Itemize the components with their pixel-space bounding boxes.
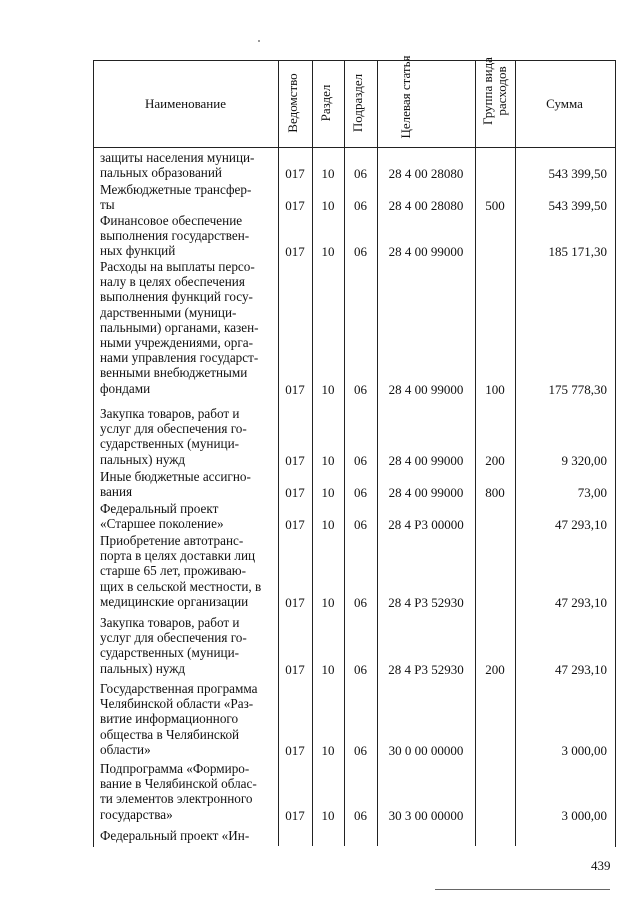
row-name-line: Финансовое обеспечение bbox=[100, 213, 243, 228]
row-name-line: ты bbox=[100, 197, 115, 213]
row-department: 017 bbox=[285, 381, 305, 397]
row-target-article: 28 4 00 99000 bbox=[388, 485, 464, 501]
row-name-line: налу в целях обеспечения bbox=[100, 274, 245, 290]
row-department: 017 bbox=[285, 166, 305, 182]
row-section: 10 bbox=[321, 517, 335, 533]
row-amount: 47 293,10 bbox=[555, 594, 607, 610]
row-amount: 175 778,30 bbox=[548, 381, 607, 397]
row-target-article: 28 4 00 28080 bbox=[388, 198, 464, 214]
row-name-line: Расходы на выплаты персо- bbox=[100, 259, 255, 274]
row-name-line: защиты населения муници- bbox=[100, 150, 255, 165]
row-section: 10 bbox=[321, 381, 335, 397]
row-target-article: 30 0 00 00000 bbox=[388, 742, 464, 758]
row-name-line: Государственная программа bbox=[100, 681, 258, 696]
row-name-line: вание в Челябинской облас- bbox=[100, 776, 257, 792]
row-name-line: выполнения функций госу- bbox=[100, 289, 253, 305]
row-name-line: Иные бюджетные ассигно- bbox=[100, 469, 251, 484]
row-subsection: 06 bbox=[354, 517, 367, 533]
row-subsection: 06 bbox=[354, 166, 367, 182]
header-department: Ведомство bbox=[285, 73, 300, 133]
row-subsection: 06 bbox=[354, 742, 367, 758]
row-subsection: 06 bbox=[354, 661, 367, 677]
row-section: 10 bbox=[321, 485, 335, 501]
header-bottom-rule bbox=[93, 147, 615, 148]
row-amount: 9 320,00 bbox=[561, 452, 607, 468]
row-name bbox=[100, 406, 275, 467]
row-department: 017 bbox=[285, 244, 305, 260]
header-target-article: Целевая статья bbox=[398, 55, 413, 139]
row-department: 017 bbox=[285, 594, 305, 610]
row-department: 017 bbox=[285, 517, 305, 533]
row-name-line: области» bbox=[100, 741, 151, 757]
page-number: 439 bbox=[591, 858, 611, 873]
row-subsection: 06 bbox=[354, 381, 367, 397]
row-amount: 73,00 bbox=[577, 485, 607, 501]
row-target-article: 28 4 00 99000 bbox=[388, 381, 464, 397]
row-expense-group: 800 bbox=[485, 485, 505, 501]
row-target-article: 28 4 00 99000 bbox=[388, 244, 464, 260]
row-target-article: 30 3 00 00000 bbox=[388, 807, 464, 823]
row-department: 017 bbox=[285, 452, 305, 468]
row-name-line: сударственных (муници- bbox=[100, 436, 240, 452]
row-name-line: пальных) нужд bbox=[100, 451, 186, 467]
row-amount: 47 293,10 bbox=[555, 661, 607, 677]
header-expense-group: Группа вида расходов bbox=[480, 57, 509, 125]
row-name-line: Подпрограмма «Формиро- bbox=[100, 761, 250, 776]
row-amount: 47 293,10 bbox=[555, 517, 607, 533]
row-name bbox=[100, 469, 275, 499]
row-amount: 3 000,00 bbox=[561, 742, 607, 758]
row-target-article: 28 4 P3 52930 bbox=[388, 661, 464, 677]
row-subsection: 06 bbox=[354, 807, 367, 823]
row-department: 017 bbox=[285, 198, 305, 214]
row-name-line: Федеральный проект «Ин- bbox=[100, 828, 250, 843]
row-name-line: ных функций bbox=[100, 243, 176, 259]
row-target-article: 28 4 00 28080 bbox=[388, 166, 464, 182]
row-name-line: услуг для обеспечения го- bbox=[100, 630, 247, 646]
row-name-line: пальных образований bbox=[100, 165, 222, 181]
row-name-line: венными внебюджетными bbox=[100, 365, 248, 381]
row-name-line: услуг для обеспечения го- bbox=[100, 421, 247, 437]
row-subsection: 06 bbox=[354, 485, 367, 501]
row-name-line: государства» bbox=[100, 806, 173, 822]
row-subsection: 06 bbox=[354, 244, 367, 260]
row-section: 10 bbox=[321, 594, 335, 610]
row-name bbox=[100, 615, 275, 676]
scan-speck bbox=[258, 40, 260, 42]
row-name-line: ти элементов электронного bbox=[100, 791, 253, 807]
row-subsection: 06 bbox=[354, 198, 367, 214]
row-name-line: пальными) органами, казен- bbox=[100, 319, 259, 335]
header-name: Наименование bbox=[145, 96, 226, 111]
header-section: Раздел bbox=[318, 84, 333, 122]
row-subsection: 06 bbox=[354, 594, 367, 610]
row-expense-group: 200 bbox=[485, 452, 505, 468]
row-section: 10 bbox=[321, 198, 335, 214]
row-name bbox=[100, 681, 275, 757]
row-name-line: «Старшее поколение» bbox=[100, 516, 224, 532]
row-section: 10 bbox=[321, 807, 335, 823]
row-name bbox=[100, 213, 275, 259]
header-amount: Сумма bbox=[546, 96, 583, 111]
row-target-article: 28 4 P3 00000 bbox=[388, 517, 464, 533]
row-name-line: медицинские организации bbox=[100, 593, 249, 609]
row-name-line: пальных) нужд bbox=[100, 660, 186, 676]
row-target-article: 28 4 P3 52930 bbox=[388, 594, 464, 610]
row-name-line: вания bbox=[100, 484, 133, 500]
row-name-line: Приобретение автотранс- bbox=[100, 533, 244, 548]
row-expense-group: 100 bbox=[485, 381, 505, 397]
row-name-line: Федеральный проект bbox=[100, 501, 219, 516]
row-name-line: общества в Челябинской bbox=[100, 726, 240, 742]
row-name-line: фондами bbox=[100, 380, 151, 396]
row-name-line: выполнения государствен- bbox=[100, 228, 250, 244]
row-name-line: щих в сельской местности, в bbox=[100, 578, 262, 594]
row-name-line: Закупка товаров, работ и bbox=[100, 615, 240, 630]
row-expense-group: 200 bbox=[485, 661, 505, 677]
row-name bbox=[100, 501, 275, 531]
row-department: 017 bbox=[285, 661, 305, 677]
row-name-line: нами управления государст- bbox=[100, 350, 259, 366]
row-department: 017 bbox=[285, 742, 305, 758]
row-name-line: Межбюджетные трансфер- bbox=[100, 182, 252, 197]
row-expense-group: 500 bbox=[485, 198, 505, 214]
row-name-line: Закупка товаров, работ и bbox=[100, 406, 240, 421]
row-section: 10 bbox=[321, 661, 335, 677]
row-target-article: 28 4 00 99000 bbox=[388, 452, 464, 468]
row-name-line: витие информационного bbox=[100, 711, 239, 727]
row-name-line: Челябинской области «Раз- bbox=[100, 696, 254, 712]
header-subsection: Подраздел bbox=[350, 73, 365, 133]
row-name bbox=[100, 533, 275, 609]
row-section: 10 bbox=[321, 166, 335, 182]
row-department: 017 bbox=[285, 807, 305, 823]
row-name-line: старше 65 лет, проживаю- bbox=[100, 563, 247, 579]
row-name bbox=[100, 259, 275, 396]
row-amount: 543 399,50 bbox=[548, 166, 607, 182]
row-name-line: ными учреждениями, орга- bbox=[100, 335, 253, 351]
row-section: 10 bbox=[321, 742, 335, 758]
row-name bbox=[100, 828, 275, 843]
row-amount: 543 399,50 bbox=[548, 198, 607, 214]
row-name bbox=[100, 150, 275, 180]
row-name bbox=[100, 182, 275, 212]
row-name-line: порта в целях доставки лиц bbox=[100, 548, 256, 564]
row-amount: 185 171,30 bbox=[548, 244, 607, 260]
footer-rule bbox=[435, 889, 610, 890]
row-department: 017 bbox=[285, 485, 305, 501]
row-name-line: сударственных (муници- bbox=[100, 645, 240, 661]
row-section: 10 bbox=[321, 244, 335, 260]
row-section: 10 bbox=[321, 452, 335, 468]
row-subsection: 06 bbox=[354, 452, 367, 468]
row-name-line: дарственными (муници- bbox=[100, 304, 237, 320]
row-amount: 3 000,00 bbox=[561, 807, 607, 823]
row-name bbox=[100, 761, 275, 822]
